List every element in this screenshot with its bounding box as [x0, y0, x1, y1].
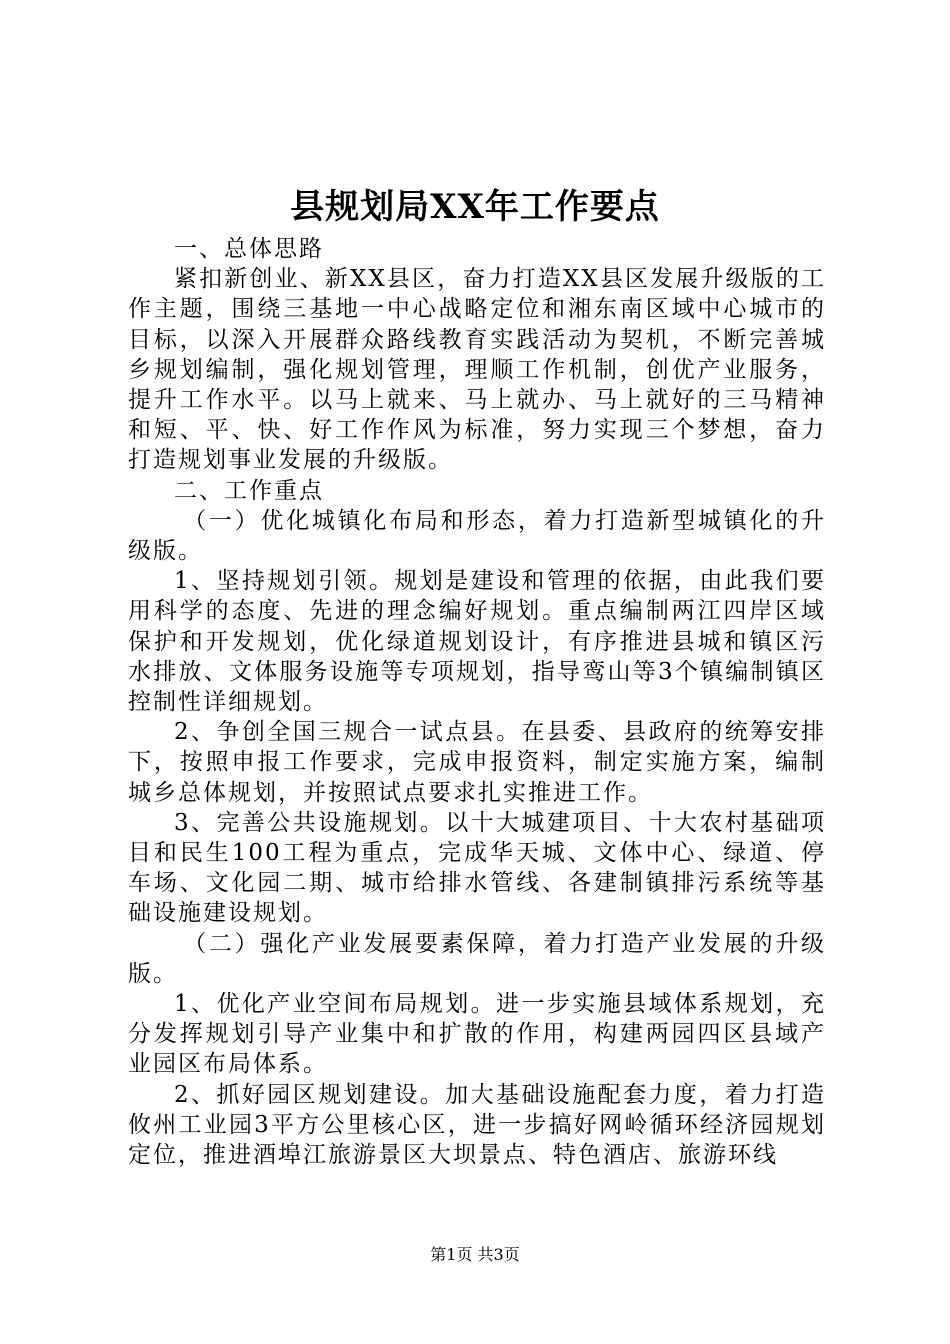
paragraph: 1、坚持规划引领。规划是建设和管理的依据，由此我们要用科学的态度、先进的理念编好规划。重点编制两江四岸区域保护和开发规划，优化绿道规划设计，有序推进县城和镇区污水排放、文体服务设施等专项规划，指导鸾山等3个镇编制镇区控制性详细规划。: [128, 568, 826, 716]
paragraph: 紧扣新创业、新XX县区，奋力打造XX县区发展升级版的工作主题，围绕三基地一中心战略定位和湘东南区域中心城市的目标，以深入开展群众路线教育实践活动为契机，不断完善城乡规划编制，强化规划管理，理顺工作机制，创优产业服务，提升工作水平。以马上就来、马上就办、马上就好的三马精神和短、平、快、好工作作风为标准，努力实现三个梦想，奋力打造规划事业发展的升级版。: [128, 266, 826, 474]
page-footer: 第1页 共3页: [430, 1245, 520, 1264]
section-heading: 二、工作重点: [174, 477, 324, 504]
paragraph: 3、完善公共设施规划。以十大城建项目、十大农村基础项目和民生100工程为重点，完成华天城、文体中心、绿道、停车场、文化园二期、城市给排水管线、各建制镇排污系统等基础设施建设规划。: [128, 809, 826, 927]
paragraph: 2、抓好园区规划建设。加大基础设施配套力度，着力打造攸州工业园3平方公里核心区，进一步搞好网岭循环经济园规划定位，推进酒埠江旅游景区大坝景点、特色酒店、旅游环线: [128, 1081, 826, 1169]
paragraph: 2、争创全国三规合一试点县。在县委、县政府的统筹安排下，按照申报工作要求，完成申报资料，制定实施方案，编制城乡总体规划，并按照试点要求扎实推进工作。: [128, 719, 826, 806]
document-body: [128, 234, 826, 1170]
subsection-heading: （一）优化城镇化布局和形态，着力打造新型城镇化的升级版。: [128, 507, 826, 565]
subsection-heading: （二）强化产业发展要素保障，着力打造产业发展的升级版。: [128, 930, 826, 987]
section-heading: 一、总体思路: [174, 236, 324, 262]
document-title: 县规划局XX年工作要点: [290, 187, 660, 227]
paragraph: 1、优化产业空间布局规划。进一步实施县域体系规划，充分发挥规划引导产业集中和扩散的作用，构建两园四区县域产业园区布局体系。: [128, 991, 826, 1078]
